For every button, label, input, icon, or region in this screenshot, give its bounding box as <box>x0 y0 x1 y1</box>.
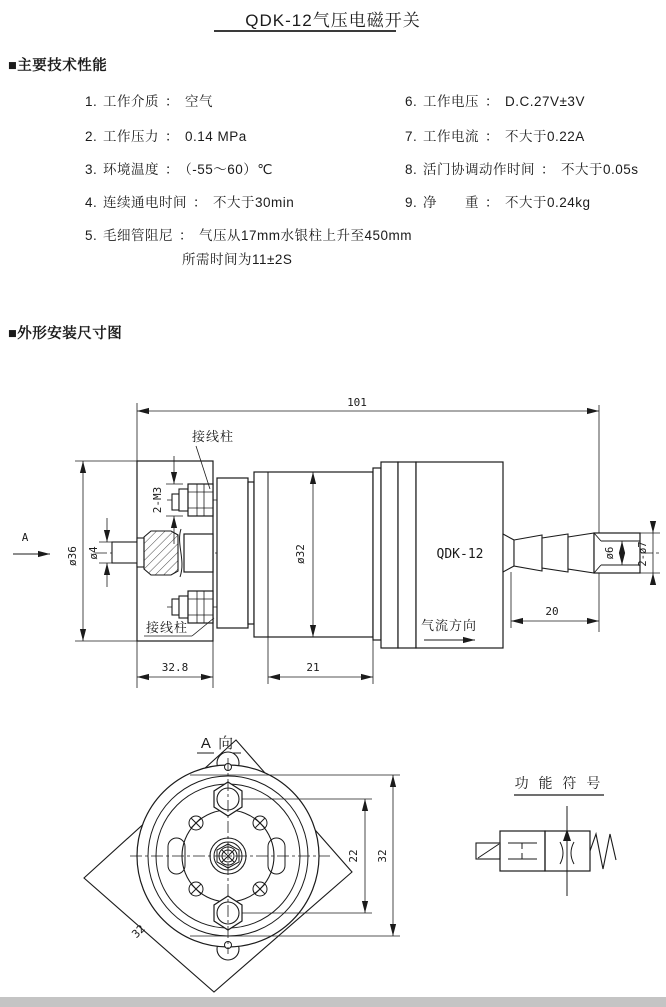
dim-body-length <box>268 637 373 684</box>
spec-label: 连续通电时间 <box>103 195 187 210</box>
dim-d36 <box>66 461 83 641</box>
spec-label: 环境温度 <box>103 162 159 177</box>
valve-housing <box>416 462 503 648</box>
spec-colon: ： <box>165 129 179 144</box>
dim-nozzle-length-text: 20 <box>545 605 559 618</box>
spec-label: 工作电压 <box>423 94 479 109</box>
function-symbol-title: 功 能 符 号 <box>514 775 604 791</box>
dim-flange-width <box>137 661 213 677</box>
spec-colon: ： <box>485 129 499 144</box>
specs-section-heading: ■主要技术性能 <box>8 58 108 74</box>
dim-overall-text: 101 <box>347 396 367 409</box>
dim-hole-pitch-text: 22 <box>347 849 360 863</box>
scan-edge-artifact <box>0 997 666 1007</box>
dim-nozzle-length <box>511 572 599 628</box>
terminal-bottom-text: 接线柱 <box>146 620 189 635</box>
probe-shaft <box>112 529 213 577</box>
spec-colon: ： <box>165 162 179 177</box>
view-arrow-label: A <box>21 531 29 544</box>
solenoid-actuator-symbol <box>476 843 500 859</box>
spec-label: 工作电流 <box>423 129 479 144</box>
dim-d36-text: ø36 <box>66 546 79 566</box>
spec-colon: ： <box>193 195 207 210</box>
spec-no: 8. <box>405 162 418 177</box>
view-a-title-text: A 向 <box>200 735 236 752</box>
spec-no: 3. <box>85 162 98 177</box>
solenoid-body <box>217 462 416 648</box>
dim-body-length-text: 21 <box>306 661 320 674</box>
view-direction-arrow <box>13 531 50 554</box>
spec-value: 不大于0.05s <box>561 162 639 177</box>
outline-section-heading: ■外形安装尺寸图 <box>8 326 123 342</box>
spec-continuation: 所需时间为11±2S <box>182 252 293 267</box>
spec-no: 2. <box>85 129 98 144</box>
spec-colon: ： <box>485 195 499 210</box>
dim-d32-text: ø32 <box>294 544 307 564</box>
terminal-top-text: 接线柱 <box>192 429 235 444</box>
spec-colon: ： <box>165 94 179 109</box>
spec-value: D.C.27V±3V <box>505 94 585 109</box>
spec-value: 不大于0.24kg <box>505 195 591 210</box>
closed-port-marks <box>508 843 537 859</box>
model-label: QDK-12 <box>436 547 484 562</box>
flow-path-marks <box>560 806 574 896</box>
spec-no: 9. <box>405 195 418 210</box>
dim-thread-text: 2-M3 <box>151 486 164 514</box>
spec-value: 不大于30min <box>213 195 295 210</box>
dim-d7-text: 2-ø7 <box>637 541 649 567</box>
dim-flange-width-text: 32.8 <box>161 661 189 674</box>
spec-colon: ： <box>541 162 555 177</box>
spec-label: 工作压力 <box>103 129 159 144</box>
spec-label: 活门协调动作时间 <box>423 162 535 177</box>
spec-no: 4. <box>85 195 98 210</box>
spec-no: 6. <box>405 94 418 109</box>
spec-colon: ： <box>485 94 499 109</box>
function-symbol <box>476 775 616 896</box>
spec-label: 工作介质 <box>103 94 159 109</box>
outlet-nozzle <box>503 533 640 573</box>
dim-d6-text: ø6 <box>604 546 616 560</box>
view-a-title <box>197 735 241 753</box>
spec-no: 7. <box>405 129 418 144</box>
dim-face-height-text: 32 <box>376 849 389 863</box>
valve-box-closed <box>500 831 545 871</box>
spec-value: 0.14 MPa <box>185 129 247 144</box>
spec-label: 净 重 <box>423 195 479 210</box>
side-view <box>13 396 661 688</box>
airflow-label: 气流方向 <box>420 618 478 633</box>
spec-no: 1. <box>85 94 98 109</box>
spec-value: 不大于0.22A <box>505 129 585 144</box>
spec-colon: ： <box>179 228 193 243</box>
dim-d4-text: ø4 <box>87 546 100 560</box>
spring-symbol <box>590 834 616 869</box>
spec-value: （-55～60）℃ <box>185 162 273 177</box>
spec-value: 气压从17mm水银柱上升至450mm <box>199 228 413 243</box>
spec-value: 空气 <box>185 94 213 109</box>
view-a <box>84 735 400 992</box>
dim-square-text: 32 <box>129 922 148 941</box>
spec-no: 5. <box>85 228 98 243</box>
spec-label: 毛细管阻尼 <box>103 228 173 243</box>
page-title: QDK-12气压电磁开关 <box>245 11 421 30</box>
